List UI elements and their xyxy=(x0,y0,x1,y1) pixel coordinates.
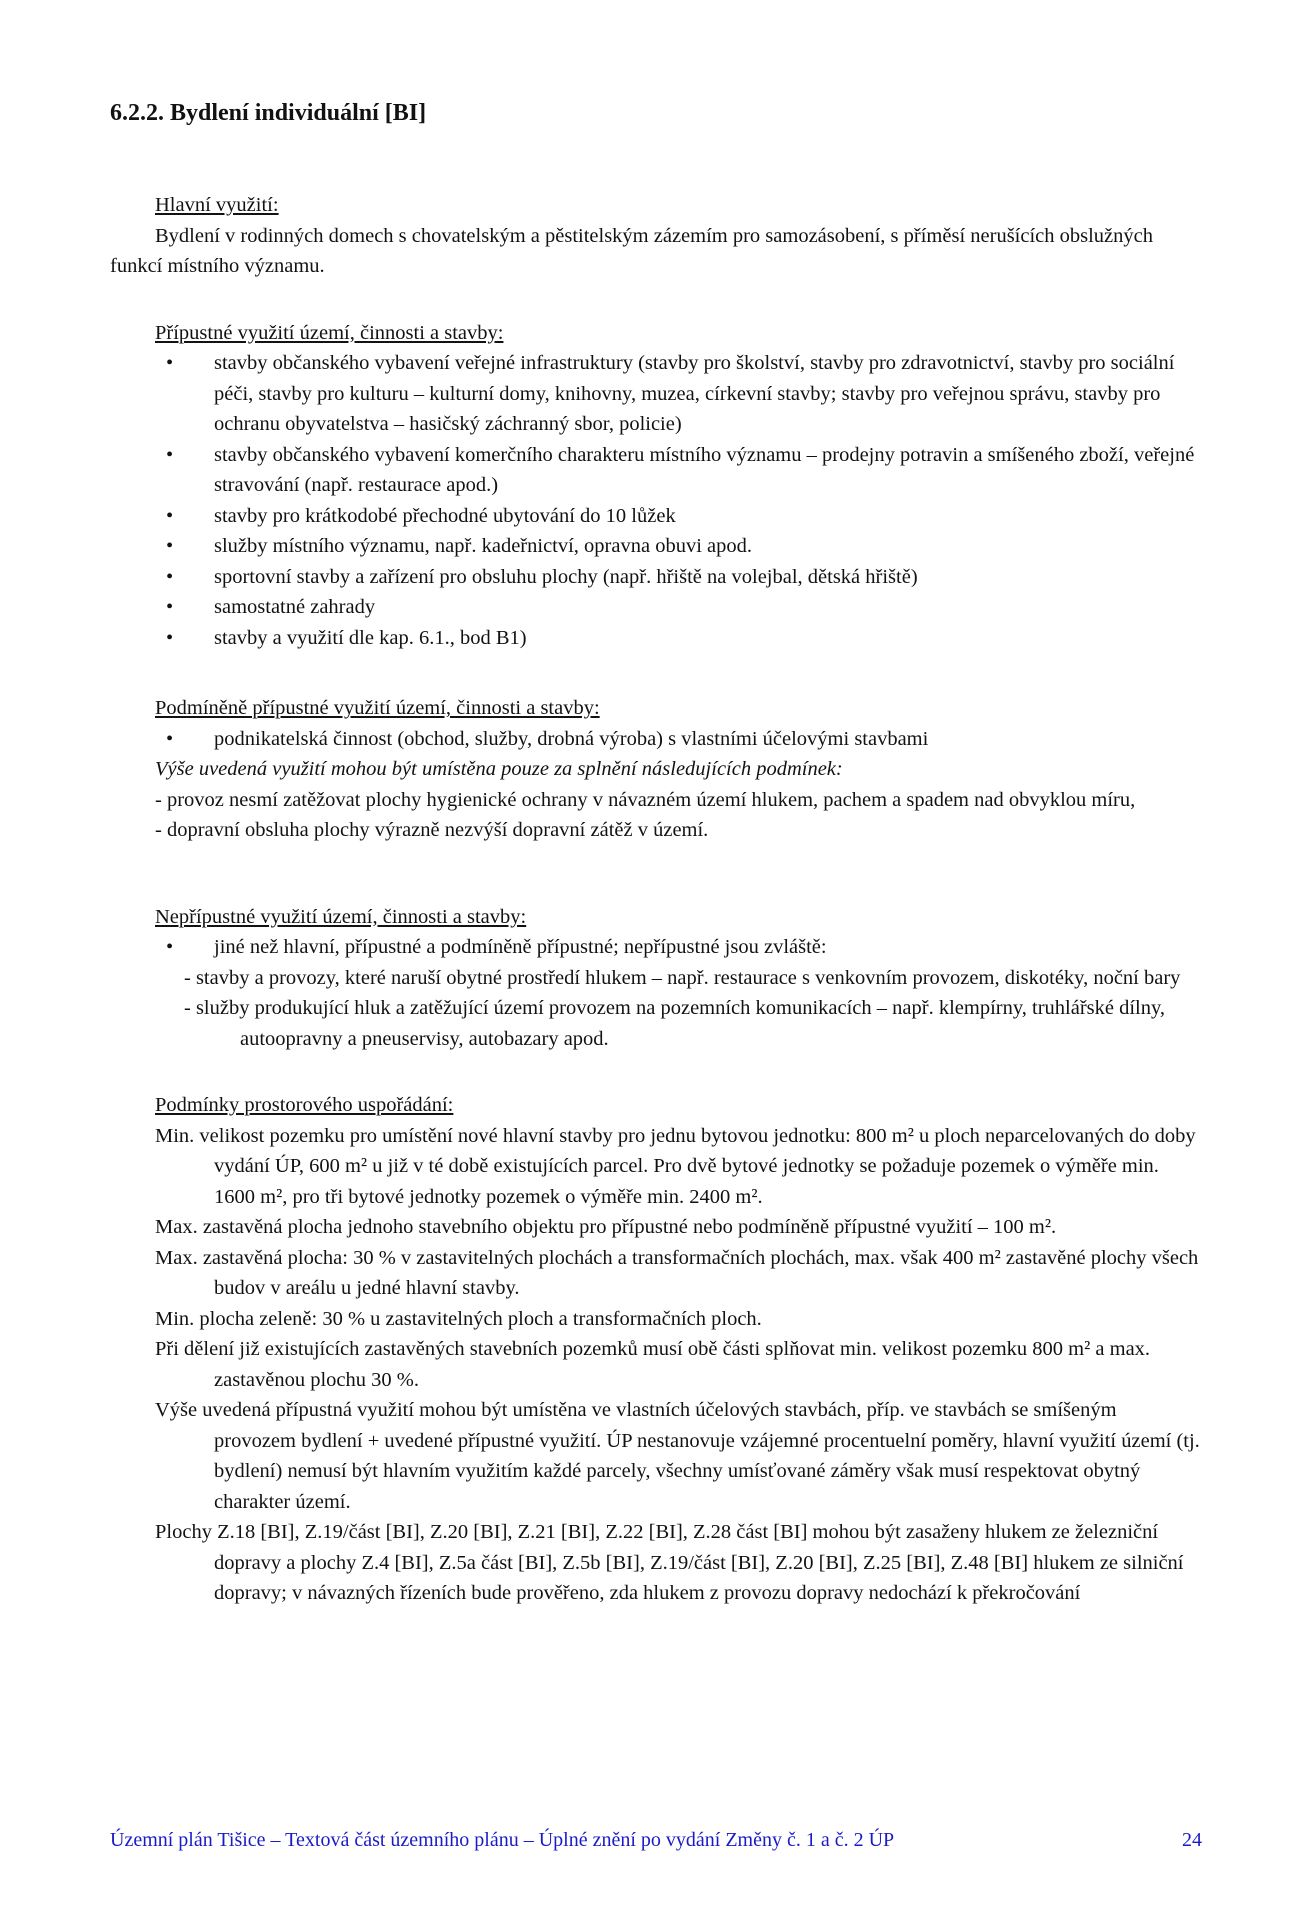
document-content xyxy=(110,96,1202,1609)
list-item xyxy=(110,440,1202,501)
list-item-text: stavby občanského vybavení komerčního charakteru místního významu – prodejny potravin a smíšeného zboží, veřejné stravování (např. restaurace apod.) xyxy=(214,443,1195,496)
list-item-text: podnikatelská činnost (obchod, služby, drobná výroba) s vlastními účelovými stavbami xyxy=(214,727,929,750)
page-title: 6.2.2. Bydlení individuální [BI] xyxy=(110,100,427,126)
bullet-icon: • xyxy=(166,504,174,527)
heading-pripustne-vyuziti: Přípustné využití území, činnosti a stavby: xyxy=(155,321,504,344)
section-podminky-usporadani xyxy=(110,1090,1202,1609)
heading-nepripustne-vyuziti: Nepřípustné využití území, činnosti a stavby: xyxy=(155,905,527,928)
section-nepripustne-vyuziti xyxy=(110,902,1202,1055)
bullet-icon: • xyxy=(166,626,174,649)
bullet-icon: • xyxy=(166,565,174,588)
list-item-text: samostatné zahrady xyxy=(214,596,376,618)
list-item-text: stavby občanského vybavení veřejné infrastruktury (stavby pro školství, stavby pro zdravotnictví, stavby pro sociální péči, stavby pro kulturu – kulturní domy, knihovny, muzea, církevní stavby; stavby pro veřejnou správu, stavby pro ochranu obyvatelstva – hasičský záchranný sbor, policie) xyxy=(214,352,1175,435)
sub-list-item: - stavby a provozy, které naruší obytné prostředí hlukem – např. restaurace s venkovním provozem, diskotéky, noční bary xyxy=(184,966,1181,989)
paragraph-min-plocha-zelene: Min. plocha zeleně: 30 % u zastavitelných ploch a transformačních ploch. xyxy=(155,1307,762,1330)
section-podminene-pripustne xyxy=(110,693,1202,846)
footer-text: Územní plán Tišice – Textová část územního plánu – Úplné znění po vydání Změny č. 1 a č. 2 ÚP xyxy=(110,1829,895,1851)
list-item xyxy=(110,531,1202,562)
bullet-icon: • xyxy=(166,936,174,958)
paragraph-max-zastavena-plocha: Max. zastavěná plocha: 30 % v zastavitelných plochách a transformačních plochách, max. však 400 m² zastavěné plochy všech budov v areálu u jedné hlavní stavby. xyxy=(155,1246,1199,1299)
paragraph-max-plocha-objektu: Max. zastavěná plocha jednoho stavebního objektu pro přípustné nebo podmíněně přípustné využití – 100 m². xyxy=(155,1216,1057,1238)
heading-podminky-usporadani: Podmínky prostorového uspořádání: xyxy=(155,1094,454,1116)
list-item-text: stavby pro krátkodobé přechodné ubytování do 10 lůžek xyxy=(214,504,676,527)
list-item-text: služby místního významu, např. kadeřnictví, opravna obuvi apod. xyxy=(214,535,753,557)
bullet-icon: • xyxy=(166,727,174,750)
bullet-icon: • xyxy=(166,352,174,374)
sub-list-item: - služby produkující hluk a zatěžující území provozem na pozemních komunikacích – např. klempírny, truhlářské dílny, autoopravny a pneuservisy, autobazary apod. xyxy=(184,997,1166,1050)
list-item xyxy=(110,501,1202,532)
list-item xyxy=(110,562,1202,593)
paragraph-plochy-hluk: Plochy Z.18 [BI], Z.19/část [BI], Z.20 [BI], Z.21 [BI], Z.22 [BI], Z.28 část [BI] mohou být zasaženy hlukem ze železniční dopravy a plochy Z.4 [BI], Z.5a část [BI], Z.5b [BI], Z.19/část [BI], Z.20 [BI], Z.25 [BI], Z.48 [BI] hlukem ze silniční dopravy; v návazných řízeních bude prověřeno, zda hlukem z provozu dopravy nedochází k překročování xyxy=(155,1521,1184,1604)
list-item xyxy=(110,724,1202,755)
bullet-icon: • xyxy=(166,443,174,466)
page-footer xyxy=(110,1826,1202,1854)
paragraph-hlavni-vyuziti: Bydlení v rodinných domech s chovatelským a pěstitelským zázemím pro samozásobení, s příměsí nerušících obslužných funkcí místního významu. xyxy=(110,224,1154,277)
list-item xyxy=(110,623,1202,654)
conditions-note: Výše uvedená využití mohou být umístěna pouze za splnění následujících podmínek: xyxy=(155,758,843,780)
list-item xyxy=(110,932,1202,963)
condition-item: - dopravní obsluha plochy výrazně nezvýší dopravní zátěž v území. xyxy=(155,819,709,841)
bullet-icon: • xyxy=(166,535,174,557)
paragraph-deleni-pozemku: Při dělení již existujících zastavěných stavebních pozemků musí obě části splňovat min. velikost pozemku 800 m² a max. zastavěnou plochu 30 %. xyxy=(155,1338,1151,1391)
condition-item: - provoz nesmí zatěžovat plochy hygienické ochrany v návazném území hlukem, pachem a spadem nad obvyklou míru, xyxy=(155,788,1136,811)
bullet-icon: • xyxy=(166,596,174,618)
paragraph-ucelove-stavby: Výše uvedená přípustná využití mohou být umístěna ve vlastních účelových stavbách, příp. ve stavbách se smíšeným provozem bydlení + uvedené přípustné využití. ÚP nestanovuje vzájemné procentuelní poměry, hlavní využití území (tj. bydlení) nemusí být hlavním využitím každé parcely, všechny umísťované záměry však musí respektovat obytný charakter území. xyxy=(155,1399,1200,1513)
list-item-text: sportovní stavby a zařízení pro obsluhu plochy (např. hřiště na volejbal, dětská hřiště) xyxy=(214,565,918,588)
list-item-text: stavby a využití dle kap. 6.1., bod B1) xyxy=(214,626,527,649)
heading-podminene-pripustne: Podmíněně přípustné využití území, činnosti a stavby: xyxy=(155,697,600,719)
section-hlavni-vyuziti xyxy=(110,190,1202,282)
list-item xyxy=(110,592,1202,623)
heading-hlavni-vyuziti: Hlavní využití: xyxy=(155,194,279,216)
section-pripustne-vyuziti xyxy=(110,318,1202,654)
page-number: 24 xyxy=(1182,1829,1202,1851)
paragraph-min-velikost: Min. velikost pozemku pro umístění nové hlavní stavby pro jednu bytovou jednotku: 800 m² u ploch neparcelovaných do doby vydání ÚP, 600 m² u již v té době existujících parcel. Pro dvě bytové jednotky se požaduje pozemek o výměře min. 1600 m², pro tři bytové jednotky pozemek o výměře min. 2400 m². xyxy=(155,1124,1196,1208)
list-item xyxy=(110,348,1202,440)
list-item-text: jiné než hlavní, přípustné a podmíněně přípustné; nepřípustné jsou zvláště: xyxy=(214,936,827,958)
